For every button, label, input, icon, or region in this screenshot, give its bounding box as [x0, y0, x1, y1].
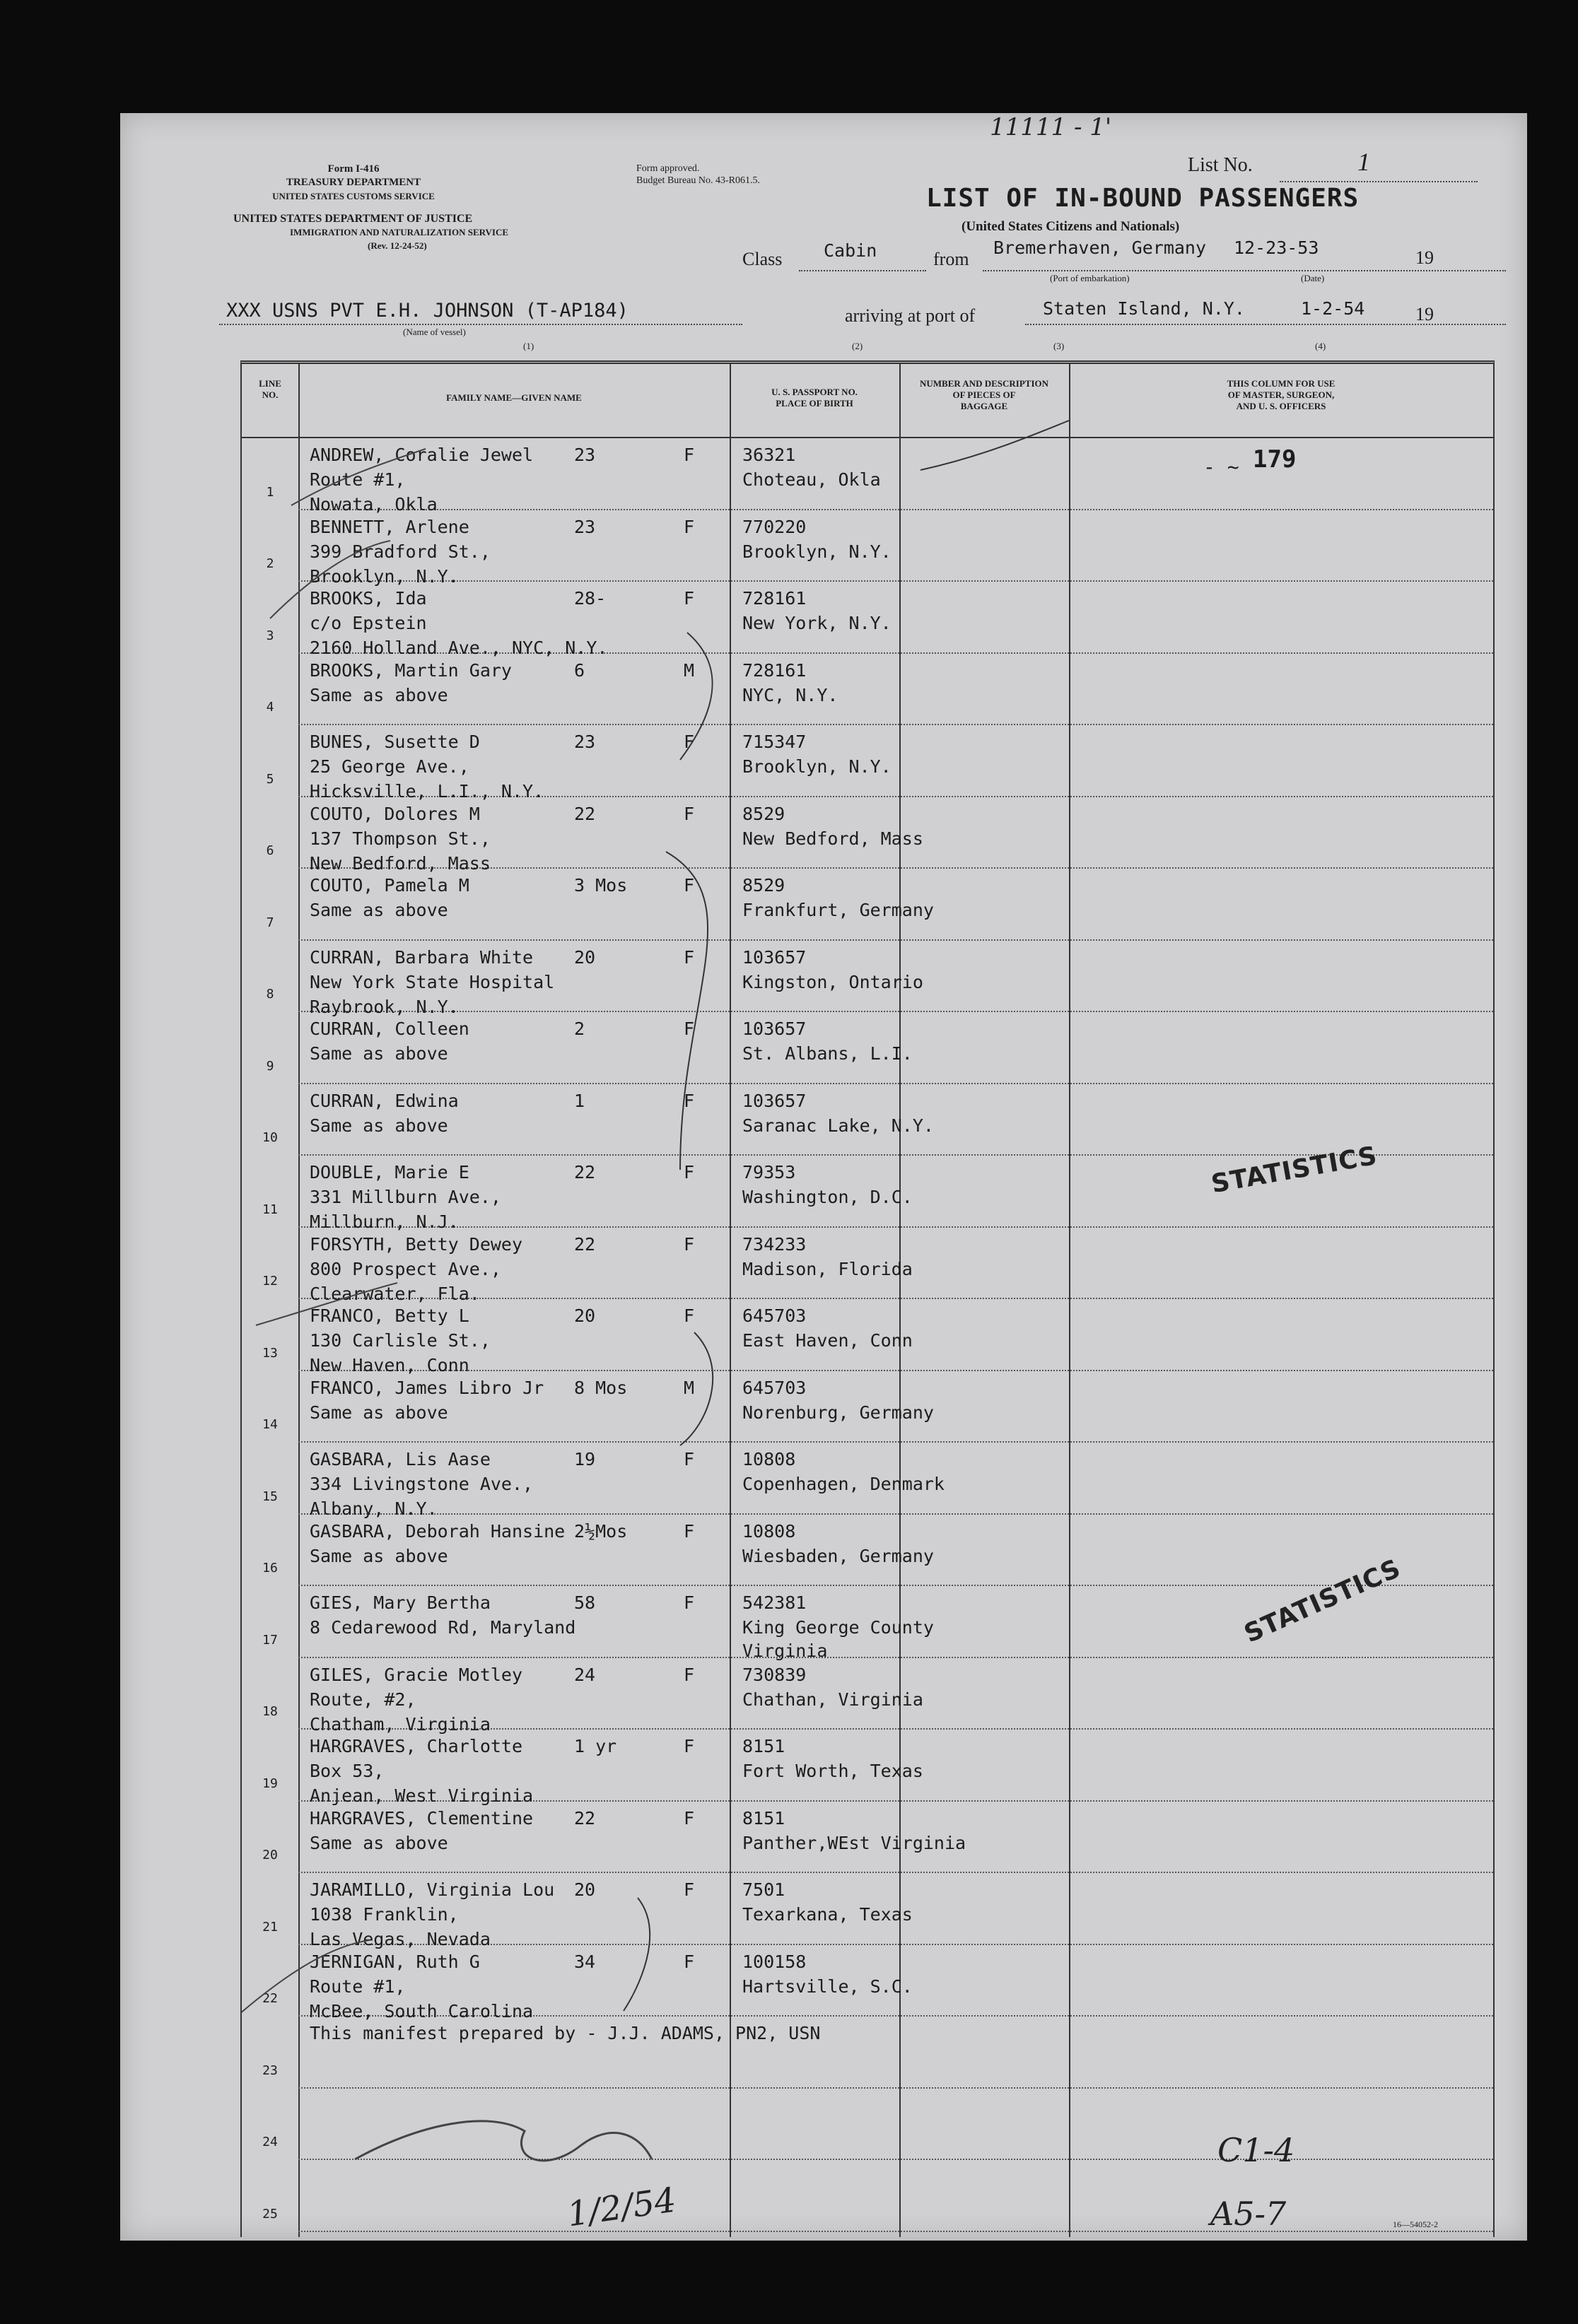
passenger-age: 23 [574, 516, 596, 537]
passenger-age: 2 [574, 1019, 585, 1039]
place-of-birth: New Bedford, Mass [742, 828, 923, 849]
passport-number: 728161 [742, 588, 807, 609]
line-number: 15 [262, 1489, 278, 1504]
line-number: 1 [266, 484, 274, 500]
passenger-table [240, 360, 1495, 2237]
passenger-age: 19 [574, 1449, 596, 1469]
place-of-birth: St. Albans, L.I. [742, 1043, 913, 1064]
approval-line: Form approved. [636, 163, 700, 174]
statistics-stamp: STATISTICS [1209, 1141, 1380, 1199]
justice-line: UNITED STATES DEPARTMENT OF JUSTICE [233, 213, 473, 225]
passenger-sex: F [684, 1162, 695, 1182]
arriving-label: arriving at port of [845, 305, 976, 326]
passport-number: 645703 [742, 1305, 807, 1326]
passport-number: 770220 [742, 516, 807, 537]
handwritten-date: 1/2/54 [564, 2180, 679, 2235]
passenger-name: BUNES, Susette D [310, 732, 480, 752]
place-of-birth: Madison, Florida [742, 1258, 913, 1279]
passenger-age: 22 [574, 1233, 596, 1255]
header-line-no: LINE NO. [259, 378, 281, 400]
line-number: 8 [266, 987, 274, 1002]
passenger-sex: F [684, 1807, 695, 1829]
passenger-name: BROOKS, Martin Gary [310, 659, 512, 681]
place-of-birth: Kingston, Ontario [742, 971, 923, 992]
line-number: 17 [262, 1632, 278, 1648]
vessel-caption: (Name of vessel) [403, 327, 466, 337]
line-number: 21 [262, 1919, 278, 1935]
place-of-birth: Chathan, Virginia [742, 1689, 923, 1710]
revision-line: (Rev. 12-24-52) [368, 240, 427, 251]
passport-number: 103657 [742, 1019, 807, 1039]
manifest-sheet [120, 113, 1527, 2241]
passport-number: 730839 [742, 1664, 807, 1685]
passport-number: 7501 [742, 1879, 785, 1900]
passenger-name: ANDREW, Coralie Jewel [310, 445, 534, 465]
passenger-name: This manifest prepared by - J.J. ADAMS, PN2, USN [310, 2023, 821, 2043]
col-num-2: (2) [852, 341, 863, 351]
passenger-sex: F [684, 1592, 695, 1613]
line-number: 14 [262, 1417, 278, 1432]
place-of-birth: Brooklyn, N.Y. [742, 756, 892, 777]
passport-number: 10808 [742, 1520, 796, 1542]
passenger-sex: F [684, 1951, 695, 1972]
passenger-name: HARGRAVES, Charlotte [310, 1736, 523, 1756]
passport-number: 715347 [742, 732, 807, 752]
passenger-address: Chatham, Virginia [310, 1713, 491, 1735]
passenger-address: 399 Bradford St., [310, 541, 491, 562]
list-no-value: 1 [1357, 148, 1370, 176]
place-of-birth: East Haven, Conn [742, 1330, 913, 1351]
passenger-sex: F [684, 1233, 695, 1255]
passport-number: 103657 [742, 946, 807, 968]
passenger-name: JERNIGAN, Ruth G [310, 1951, 480, 1972]
passenger-sex: F [684, 1520, 695, 1542]
passenger-sex: F [684, 732, 695, 752]
line-number: 5 [266, 771, 274, 787]
treasury-line: TREASURY DEPARTMENT [286, 177, 421, 188]
passenger-name: BENNETT, Arlene [310, 516, 469, 537]
pen-marks [242, 364, 1493, 2237]
passenger-sex: F [684, 875, 695, 896]
col-num-4: (4) [1315, 341, 1326, 351]
handwritten-code: A5-7 [1210, 2195, 1287, 2233]
passport-number: 10808 [742, 1449, 796, 1469]
passport-number: 100158 [742, 1951, 807, 1972]
passenger-address: Anjean, West Virginia [310, 1785, 534, 1806]
passenger-age: 6 [574, 659, 585, 681]
col-num-1: (1) [523, 341, 534, 351]
passenger-address: Raybrook, N.Y. [310, 996, 459, 1017]
justice-block [233, 212, 601, 252]
place-of-birth: Frankfurt, Germany [742, 900, 934, 920]
passenger-age: 20 [574, 1879, 596, 1900]
passenger-address: 331 Millburn Ave., [310, 1187, 501, 1207]
passenger-sex: F [684, 445, 695, 465]
passenger-age: 8 Mos [574, 1377, 628, 1398]
passenger-address: 130 Carlisle St., [310, 1330, 491, 1351]
class-value: Cabin [824, 240, 877, 261]
line-number: 24 [262, 2135, 278, 2149]
header-baggage: NUMBER AND DESCRIPTION OF PIECES OF BAGGAGE [919, 378, 1049, 411]
line-number: 3 [266, 628, 274, 643]
date-caption: (Date) [1301, 273, 1325, 283]
passenger-address: Nowata, Okla [310, 494, 438, 515]
place-of-birth: Wiesbaden, Germany [742, 1545, 934, 1566]
passenger-name: GILES, Gracie Motley [310, 1664, 523, 1685]
passenger-name: COUTO, Dolores M [310, 803, 480, 824]
passport-number: 36321 [742, 445, 796, 465]
passenger-address: Route #1, [310, 1976, 406, 1997]
passenger-name: DOUBLE, Marie E [310, 1162, 469, 1182]
footer-code: 16—54052-2 [1393, 2219, 1438, 2229]
passenger-sex: F [684, 1879, 695, 1900]
passenger-address: 2160 Holland Ave., NYC, N.Y. [310, 638, 608, 658]
customs-line: UNITED STATES CUSTOMS SERVICE [272, 191, 435, 201]
arrival-port: Staten Island, N.Y. [1043, 298, 1245, 319]
passenger-sex: F [684, 1305, 695, 1326]
passenger-address: McBee, South Carolina [310, 2000, 534, 2021]
place-of-birth: New York, N.Y. [742, 613, 892, 633]
page-subtitle: (United States Citizens and Nationals) [962, 219, 1180, 234]
handwritten-code: C1-4 [1217, 2131, 1295, 2169]
year-prefix-2: 19 [1415, 304, 1434, 324]
passenger-address: 137 Thompson St., [310, 828, 491, 849]
embarkation-port: Bremerhaven, Germany [993, 237, 1207, 258]
line-number: 13 [262, 1345, 278, 1361]
passenger-age: 1 [574, 1090, 585, 1111]
passenger-age: 22 [574, 803, 596, 824]
passenger-name: GIES, Mary Bertha [310, 1592, 491, 1613]
passenger-address: Hicksville, L.I., N.Y. [310, 781, 544, 802]
line-number: 19 [262, 1776, 278, 1791]
line-number: 9 [266, 1058, 274, 1074]
place-of-birth: Virginia [742, 1641, 828, 1661]
statistics-stamp: STATISTICS [1239, 1554, 1405, 1649]
passport-number: 8151 [742, 1736, 785, 1756]
officer-marks: - ~ [1203, 455, 1239, 479]
passenger-name: CURRAN, Barbara White [310, 946, 534, 968]
passenger-address: Same as above [310, 1115, 448, 1136]
form-id-block [205, 163, 502, 203]
arrival-date: 1-2-54 [1301, 298, 1365, 319]
passenger-address: 1038 Franklin, [310, 1904, 459, 1925]
passenger-address: Same as above [310, 900, 448, 920]
passenger-address: Millburn, N.J. [310, 1211, 459, 1232]
form-number: Form I-416 [327, 163, 380, 175]
passenger-address: Same as above [310, 1043, 448, 1064]
place-of-birth: Norenburg, Germany [742, 1402, 934, 1423]
passenger-name: FRANCO, Betty L [310, 1305, 469, 1326]
passport-number: 8529 [742, 803, 785, 824]
passenger-address: c/o Epstein [310, 613, 427, 633]
approval-block [636, 163, 760, 187]
place-of-birth: NYC, N.Y. [742, 684, 838, 705]
passenger-sex: F [684, 1664, 695, 1685]
passenger-sex: F [684, 1019, 695, 1039]
passenger-address: Same as above [310, 1545, 448, 1566]
passenger-address: Same as above [310, 684, 448, 705]
passenger-name: HARGRAVES, Clementine [310, 1807, 534, 1829]
line-number: 25 [262, 2206, 278, 2222]
passenger-age: 20 [574, 1305, 596, 1326]
passport-number: 645703 [742, 1377, 807, 1398]
line-number: 7 [266, 915, 274, 930]
passenger-age: 23 [574, 732, 596, 752]
passenger-age: 23 [574, 445, 596, 465]
port-caption: (Port of embarkation) [1050, 273, 1130, 283]
page-title: LIST OF IN-BOUND PASSENGERS [926, 184, 1360, 213]
passenger-address: New York State Hospital [310, 971, 555, 992]
passenger-sex: F [684, 1449, 695, 1469]
passenger-address: Brooklyn, N.Y. [310, 565, 459, 587]
list-no-label: List No. [1188, 154, 1253, 176]
passenger-age: 20 [574, 946, 596, 968]
line-number: 10 [262, 1130, 278, 1145]
passenger-sex: M [684, 659, 695, 681]
embarkation-date: 12-23-53 [1234, 237, 1319, 258]
place-of-birth: Washington, D.C. [742, 1187, 913, 1207]
passenger-name: GASBARA, Deborah Hansine [310, 1520, 566, 1542]
passenger-address: Albany, N.Y. [310, 1498, 438, 1519]
passenger-address: Route #1, [310, 469, 406, 490]
vessel-name: XXX USNS PVT E.H. JOHNSON (T-AP184) [226, 300, 629, 322]
line-number: 12 [262, 1274, 278, 1289]
passenger-sex: F [684, 1736, 695, 1756]
passenger-name: FORSYTH, Betty Dewey [310, 1233, 523, 1255]
passport-number: 79353 [742, 1162, 796, 1182]
ins-line: IMMIGRATION AND NATURALIZATION SERVICE [290, 227, 509, 237]
year-prefix: 19 [1415, 247, 1434, 268]
passport-number: 103657 [742, 1090, 807, 1111]
passenger-name: FRANCO, James Libro Jr [310, 1377, 544, 1398]
line-number: 23 [262, 2062, 278, 2078]
col-num-3: (3) [1053, 341, 1065, 351]
passenger-age: 3 Mos [574, 875, 628, 896]
passenger-address: 334 Livingstone Ave., [310, 1474, 534, 1494]
line-number: 22 [262, 1991, 278, 2006]
passenger-age: 34 [574, 1951, 596, 1972]
from-label: from [933, 249, 969, 269]
passenger-name: JARAMILLO, Virginia Lou [310, 1879, 555, 1900]
budget-line: Budget Bureau No. 43-R061.5. [636, 175, 760, 186]
line-number: 18 [262, 1704, 278, 1719]
line-number: 2 [266, 556, 274, 571]
passenger-address: Route, #2, [310, 1689, 416, 1710]
passenger-sex: F [684, 803, 695, 824]
passenger-address: New Bedford, Mass [310, 852, 491, 874]
header-name: FAMILY NAME—GIVEN NAME [446, 392, 582, 403]
passenger-age: 1 yr [574, 1736, 617, 1756]
passenger-name: CURRAN, Colleen [310, 1019, 469, 1039]
passenger-name: COUTO, Pamela M [310, 875, 469, 896]
place-of-birth: Brooklyn, N.Y. [742, 541, 892, 562]
line-number: 4 [266, 700, 274, 715]
passenger-sex: M [684, 1377, 695, 1398]
passport-number: 8529 [742, 875, 785, 896]
passenger-address: Las Vegas, Nevada [310, 1929, 491, 1949]
place-of-birth: King George County [742, 1617, 934, 1638]
passport-number: 542381 [742, 1592, 807, 1613]
passport-number: 734233 [742, 1233, 807, 1255]
passenger-address: Same as above [310, 1832, 448, 1853]
passenger-name: BROOKS, Ida [310, 588, 427, 609]
place-of-birth: Choteau, Okla [742, 469, 881, 490]
passenger-address: Same as above [310, 1402, 448, 1423]
passenger-age: 24 [574, 1664, 596, 1685]
class-label: Class [742, 249, 783, 269]
header-passport: U. S. PASSPORT NO. PLACE OF BIRTH [771, 387, 858, 409]
passenger-sex: F [684, 516, 695, 537]
passenger-sex: F [684, 1090, 695, 1111]
passenger-age: 2½Mos [574, 1520, 628, 1542]
passenger-age: 28- [574, 588, 607, 609]
line-number: 6 [266, 843, 274, 858]
passenger-age: 58 [574, 1592, 596, 1613]
passenger-address: Clearwater, Fla. [310, 1283, 480, 1304]
top-scrawl: 11111 - 1' [990, 113, 1112, 141]
line-number: 20 [262, 1848, 278, 1862]
passenger-address: New Haven, Conn [310, 1355, 469, 1375]
passenger-age: 22 [574, 1162, 596, 1182]
passenger-address: 800 Prospect Ave., [310, 1258, 501, 1279]
passenger-address: 8 Cedarewood Rd, Maryland [310, 1617, 576, 1638]
passenger-name: GASBARA, Lis Aase [310, 1449, 491, 1469]
passenger-sex: F [684, 946, 695, 968]
place-of-birth: Panther,WEst Virginia [742, 1832, 966, 1853]
place-of-birth: Hartsville, S.C. [742, 1976, 913, 1997]
passport-number: 728161 [742, 659, 807, 681]
place-of-birth: Copenhagen, Denmark [742, 1474, 945, 1494]
header-officers: THIS COLUMN FOR USE OF MASTER, SURGEON, AND U. S. OFFICERS [1227, 378, 1336, 411]
officer-count: 179 [1253, 445, 1297, 474]
place-of-birth: Saranac Lake, N.Y. [742, 1115, 934, 1136]
line-number: 11 [262, 1202, 278, 1217]
place-of-birth: Texarkana, Texas [742, 1904, 913, 1925]
place-of-birth: Fort Worth, Texas [742, 1761, 923, 1781]
line-number: 16 [262, 1561, 278, 1575]
passenger-age: 22 [574, 1807, 596, 1829]
passenger-address: Box 53, [310, 1761, 385, 1781]
passenger-name: CURRAN, Edwina [310, 1090, 459, 1111]
passenger-sex: F [684, 588, 695, 609]
passport-number: 8151 [742, 1807, 785, 1829]
passenger-address: 25 George Ave., [310, 756, 469, 777]
